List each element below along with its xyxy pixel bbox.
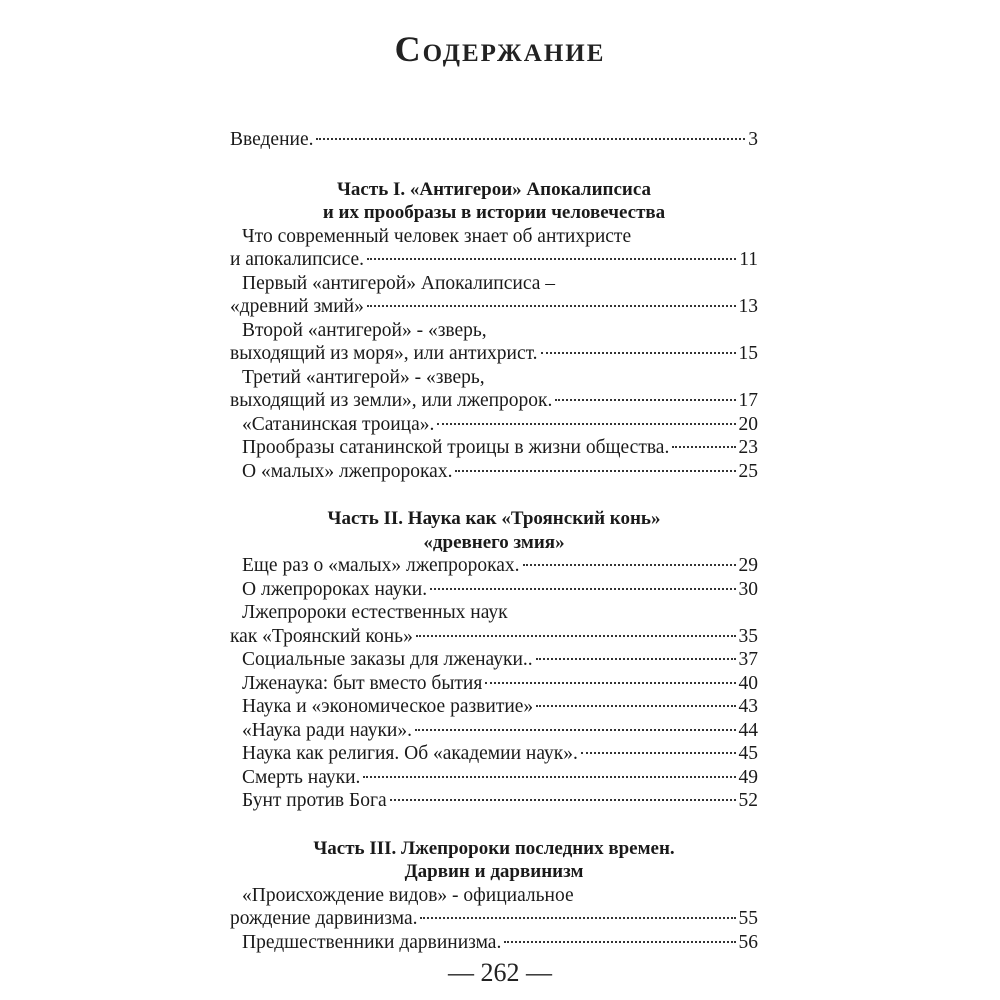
dot-leader (504, 941, 735, 943)
toc-entry-line1: Третий «антигерой» - «зверь, (242, 366, 485, 388)
toc-entry: выходящий из земли», или лжепророк. 17 (230, 390, 758, 411)
dot-leader (437, 423, 735, 425)
toc-entry: выходящий из моря», или антихрист. 15 (230, 343, 758, 364)
part-heading-1: Часть I. «Антигерои» Апокалипсиса и их прообразы в истории человечества (322, 178, 666, 223)
dot-leader (581, 752, 736, 754)
dot-leader (316, 138, 745, 140)
toc-entry: О «малых» лжепророках. 25 (242, 460, 758, 482)
toc-entry-page: 3 (748, 129, 758, 150)
toc-entry-line1: Что современный человек знает об антихристе (242, 225, 632, 247)
dot-leader (415, 729, 736, 731)
toc-entry: Наука как религия. Об «академии наук». 45 (242, 743, 758, 764)
page-title: Содержание (394, 29, 606, 69)
dot-leader (536, 705, 735, 707)
dot-leader (430, 588, 735, 590)
toc-entry-line1: Лжепророки естественных наук (242, 602, 508, 623)
dot-leader (455, 470, 735, 472)
dot-leader (555, 399, 735, 401)
toc-entry: О лжепророках науки. 30 (242, 578, 758, 600)
dot-leader (420, 917, 735, 919)
toc-entry: и апокалипсисе. 11 (230, 249, 758, 270)
dot-leader (672, 446, 735, 448)
toc-entry-intro (230, 128, 758, 152)
page-number: — 262 — (448, 958, 552, 987)
toc-entry-line1: Первый «антигерой» Апокалипсиса – (242, 272, 555, 294)
toc-entry-line1: «Происхождение видов» - официальное (242, 884, 574, 906)
part-heading-2: Часть II. Наука как «Троянский конь» «древнего змия» (327, 508, 661, 553)
toc-entry: Социальные заказы для лженауки.. 37 (242, 649, 758, 670)
dot-leader (523, 564, 736, 566)
toc-entry: Еще раз о «малых» лжепророках. 29 (242, 555, 758, 576)
toc-entry: Наука и «экономическое развитие» 43 (242, 696, 758, 717)
toc-entry: «Сатанинская троица». 20 (242, 413, 758, 435)
toc-entry-label: Введение. (230, 129, 314, 150)
table-of-contents (230, 128, 758, 954)
toc-entry: Бунт против Бога 52 (242, 790, 758, 811)
dot-leader (485, 682, 735, 684)
toc-entry: как «Троянский конь» 35 (230, 625, 758, 647)
part-heading-3: Часть III. Лжепророки последних времен. Дарвин и дарвинизм (313, 837, 675, 882)
dot-leader (367, 258, 736, 260)
dot-leader (536, 658, 736, 660)
dot-leader (416, 635, 736, 637)
dot-leader (363, 776, 735, 778)
toc-entry: Предшественники дарвинизма. 56 (242, 931, 758, 953)
dot-leader (390, 799, 736, 801)
toc-entry: рождение дарвинизма. 55 (230, 908, 758, 929)
toc-entry: «Наука ради науки». 44 (242, 719, 758, 741)
dot-leader (541, 352, 736, 354)
toc-entry: Прообразы сатанинской троицы в жизни общества. 23 (242, 437, 758, 458)
toc-entry-line1: Второй «антигерой» - «зверь, (242, 319, 487, 341)
toc-entry: Лженаука: быт вместо бытия 40 (242, 672, 758, 694)
dot-leader (367, 305, 736, 307)
toc-entry: Смерть науки. 49 (242, 766, 758, 788)
toc-entry: «древний змий» 13 (230, 296, 758, 317)
